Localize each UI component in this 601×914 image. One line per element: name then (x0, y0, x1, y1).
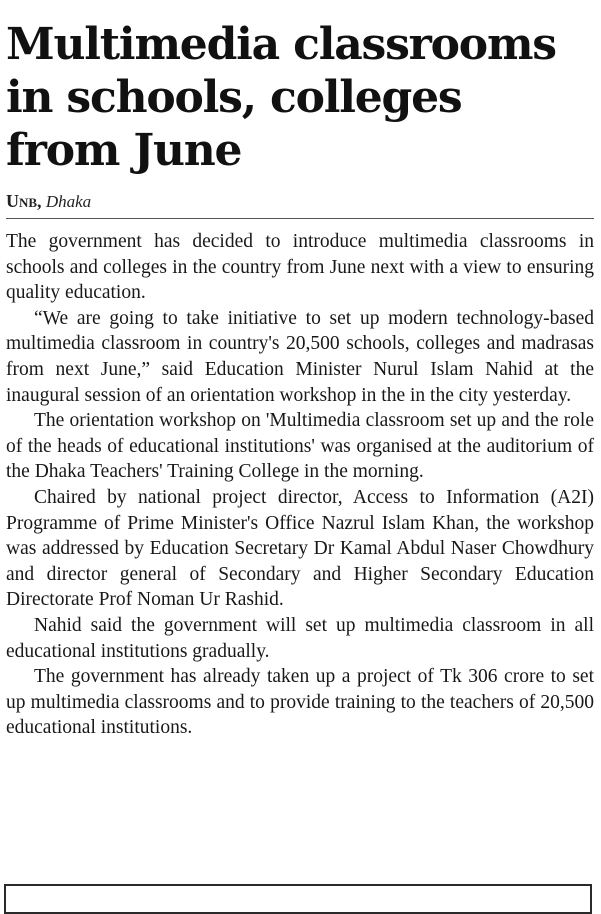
byline (6, 191, 594, 212)
headline-line-3: from June (6, 125, 242, 176)
paragraph-5: Nahid said the government will set up multimedia classroom in all educational institutions gradually. (6, 614, 594, 662)
byline-agency: Unb, (6, 191, 42, 211)
paragraph-4: Chaired by national project director, Access to Information (A2I) Programme of Prime Minister's Office Nazrul Islam Khan, the workshop was addressed by Education Secretary Dr Kamal Abdul Naser Chowdhury and director general of Secondary and Higher Secondary Education Directorate Prof Noman Ur Rashid. (6, 486, 594, 611)
paragraph-6: The government has already taken up a project of Tk 306 crore to set up multimedia classrooms and to provide training to the teachers of 20,500 educational institutions. (6, 666, 594, 739)
article-body (6, 229, 594, 741)
paragraph-1: The government has decided to introduce multimedia classrooms in schools and colleges in the country from June next with a view to ensuring quality education. (6, 231, 594, 304)
headline (6, 18, 594, 177)
next-article-box-edge (4, 884, 592, 914)
news-article (6, 0, 594, 741)
headline-line-2: in schools, colleges (6, 72, 462, 123)
headline-line-1: Multimedia classrooms (6, 19, 556, 70)
paragraph-3: The orientation workshop on 'Multimedia classroom set up and the role of the heads of educational institutions' was organised at the auditorium of the Dhaka Teachers' Training College in the morning. (6, 410, 594, 483)
byline-divider (6, 218, 594, 219)
byline-place: Dhaka (45, 192, 92, 211)
paragraph-2: “We are going to take initiative to set up modern technology-based multimedia classroom in country's 20,500 schools, colleges and madrasas from next June,” said Education Minister Nurul Islam Nahid at the inaugural session of an orientation workshop in the in the city yesterday. (6, 307, 594, 406)
